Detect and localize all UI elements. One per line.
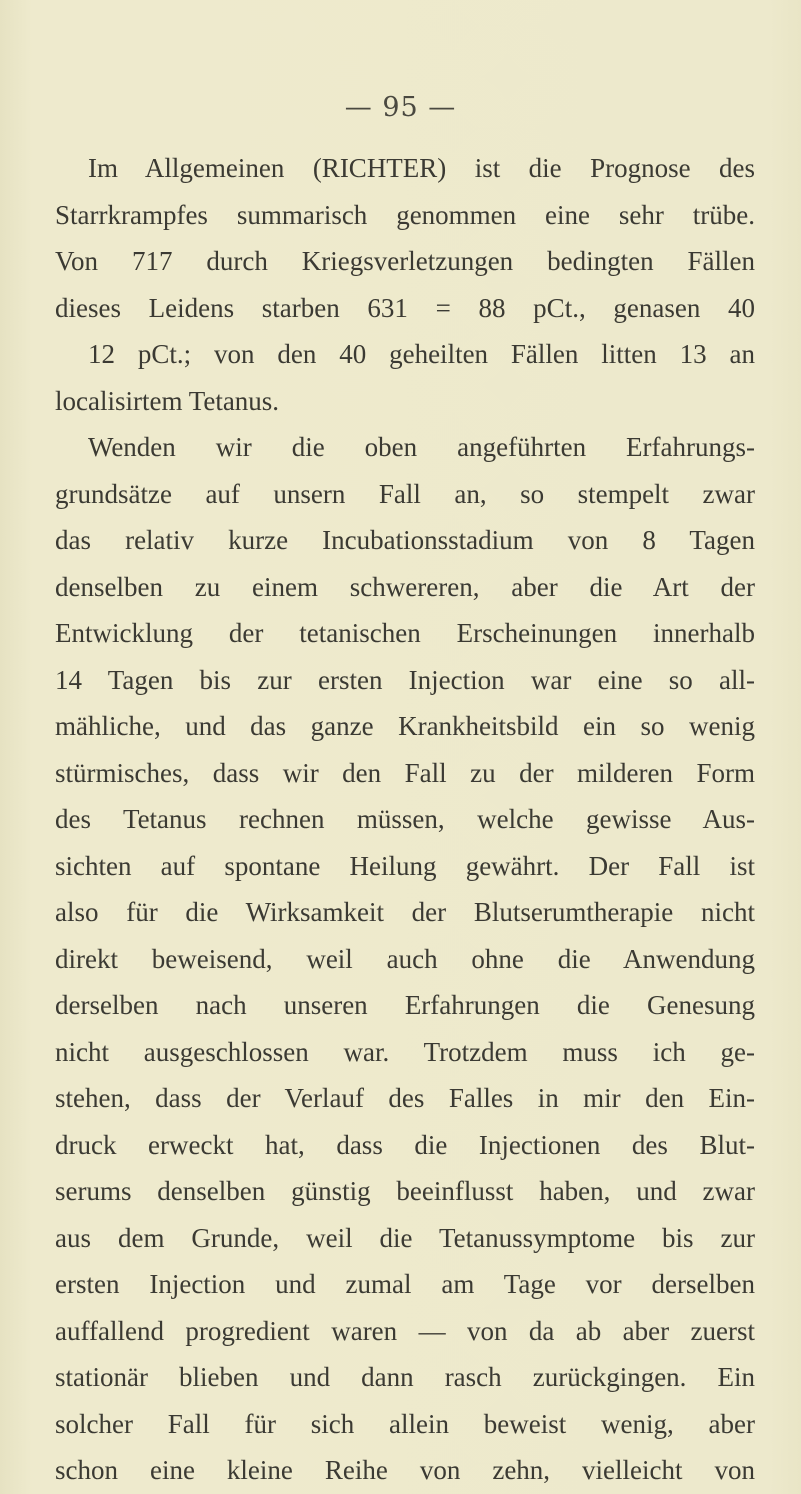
text-line-7: Wenden wir die oben angeführten Erfahrungs- [88,432,755,462]
text-line-4: dieses Leidens starben 631 = 88 pCt., genasen 40 [55,292,755,323]
text-line-1: Im Allgemeinen (RICHTER) ist die Prognose des [88,153,755,183]
text-line-18: direkt beweisend, weil auch ohne die Anwendung [55,943,755,974]
text-line-21: stehen, dass der Verlauf des Falles in mir den Ein- [55,1083,755,1113]
text-line-11: Entwicklung der tetanischen Erscheinungen innerhalb [55,618,755,648]
text-line-6: localisirtem Tetanus. [55,385,280,416]
text-line-12: 14 Tagen bis zur ersten Injection war eine so all- [55,664,755,695]
body-text [55,145,755,1494]
text-line-13: mähliche, und das ganze Krankheitsbild ein so wenig [55,711,755,741]
text-line-23: serums denselben günstig beeinflusst haben, und zwar [55,1176,755,1206]
text-line-19: derselben nach unseren Erfahrungen die Genesung [55,990,755,1020]
text-line-26: auffallend progredient waren — von da ab aber zuerst [55,1315,755,1346]
text-line-9: das relativ kurze Incubationsstadium von 8 Tagen [55,525,755,555]
text-line-2: Starrkrampfes summarisch genommen eine sehr trübe. [55,199,755,230]
text-line-14: stürmisches, dass wir den Fall zu der milderen Form [55,757,755,788]
page-number: — 95 — [344,92,457,123]
text-line-15: des Tetanus rechnen müssen, welche gewisse Aus- [55,804,755,834]
text-line-17: also für die Wirksamkeit der Blutserumtherapie nicht [55,897,755,927]
text-line-16: sichten auf spontane Heilung gewährt. Der Fall ist [55,850,755,881]
text-line-10: denselben zu einem schwereren, aber die Art der [55,571,755,602]
text-line-29: schon eine kleine Reihe von zehn, vielleicht von [55,1455,755,1485]
text-line-20: nicht ausgeschlossen war. Trotzdem muss ich ge- [55,1036,755,1067]
text-line-22: druck erweckt hat, dass die Injectionen des Blut- [55,1129,755,1160]
text-line-25: ersten Injection und zumal am Tage vor derselben [55,1269,755,1299]
text-line-8: grundsätze auf unsern Fall an, so stempelt zwar [55,478,755,509]
text-line-27: stationär blieben und dann rasch zurückgingen. Ein [55,1362,755,1392]
text-line-28: solcher Fall für sich allein beweist wenig, aber [55,1408,755,1439]
text-line-24: aus dem Grunde, weil die Tetanussymptome bis zur [55,1222,755,1253]
text-line-5: 12 pCt.; von den 40 geheilten Fällen litten 13 an [88,339,755,369]
text-line-3: Von 717 durch Kriegsverletzungen bedingten Fällen [55,246,755,276]
